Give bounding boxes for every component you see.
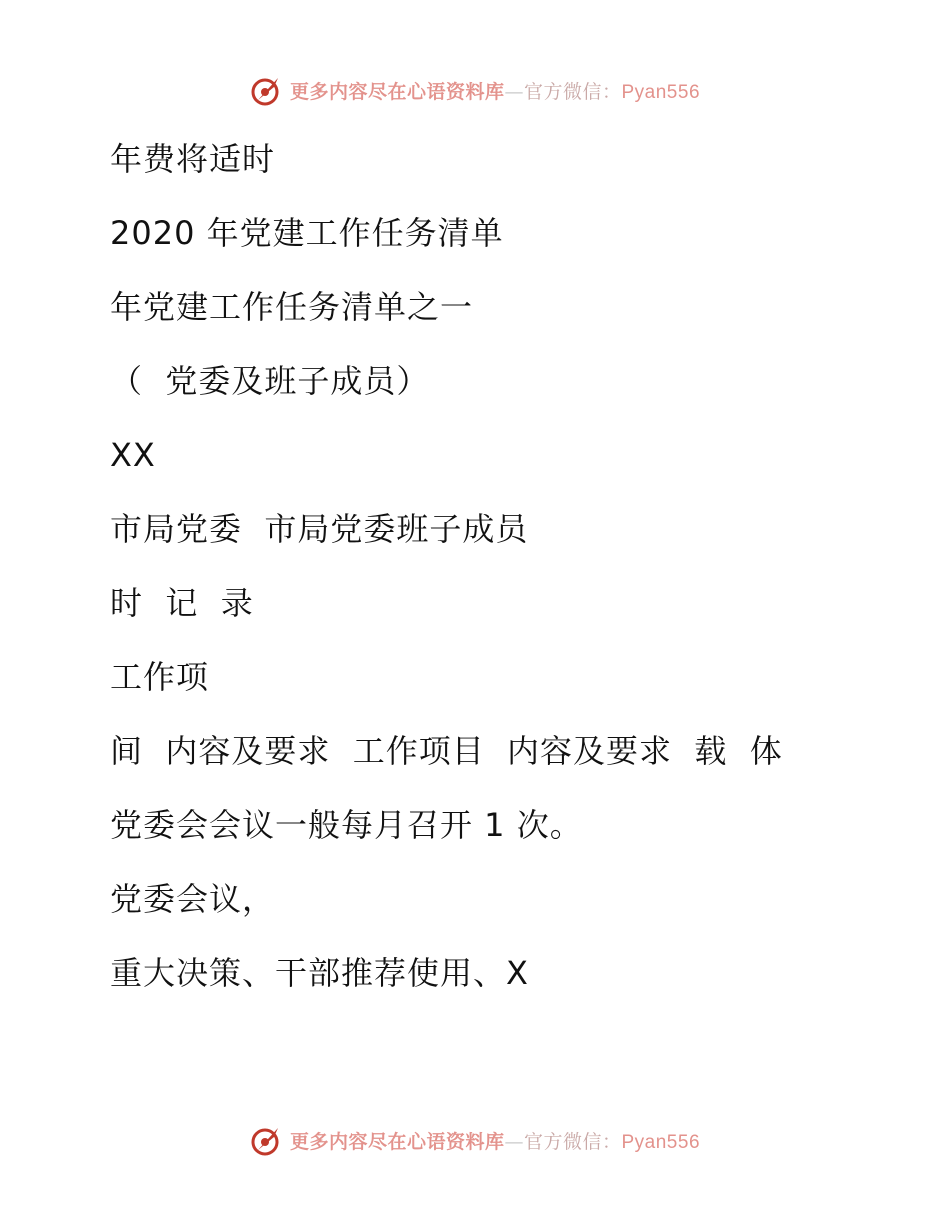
doc-line: 时 记 录 <box>110 584 254 622</box>
header-watermark <box>0 70 950 110</box>
doc-line: 市局党委 市局党委班子成员 <box>110 510 529 548</box>
watermark-main: 更多内容尽在心语资料库 <box>289 1130 505 1153</box>
watermark-dash: — <box>504 1130 524 1153</box>
watermark-suffix: 官方微信： <box>523 1130 622 1153</box>
doc-line: XX <box>110 436 156 474</box>
quill-circle-logo-icon <box>250 73 284 107</box>
doc-line: 2020 年党建工作任务清单 <box>110 214 504 252</box>
watermark-code: Pyan556 <box>621 81 701 103</box>
watermark-group <box>250 1123 700 1157</box>
doc-line: 年费将适时 <box>110 140 276 178</box>
doc-line: 工作项 <box>110 658 210 696</box>
doc-line: 党委会会议一般每月召开 1 次。 <box>110 806 583 844</box>
watermark-code: Pyan556 <box>621 1131 701 1153</box>
document-body <box>110 122 910 1010</box>
watermark-text <box>290 77 700 104</box>
doc-line: 间 内容及要求 工作项目 内容及要求 载 体 <box>110 732 783 770</box>
watermark-suffix: 官方微信： <box>523 80 622 103</box>
watermark-dash: — <box>504 80 524 103</box>
doc-line: 年党建工作任务清单之一 <box>110 288 474 326</box>
doc-line: 党委会议， <box>110 880 276 918</box>
watermark-text <box>290 1127 700 1154</box>
watermark-group <box>250 73 700 107</box>
watermark-main: 更多内容尽在心语资料库 <box>289 80 505 103</box>
footer-watermark <box>0 1120 950 1160</box>
doc-line: （ 党委及班子成员） <box>110 362 430 400</box>
doc-line: 重大决策、干部推荐使用、X <box>110 954 529 992</box>
quill-circle-logo-icon <box>250 1123 284 1157</box>
